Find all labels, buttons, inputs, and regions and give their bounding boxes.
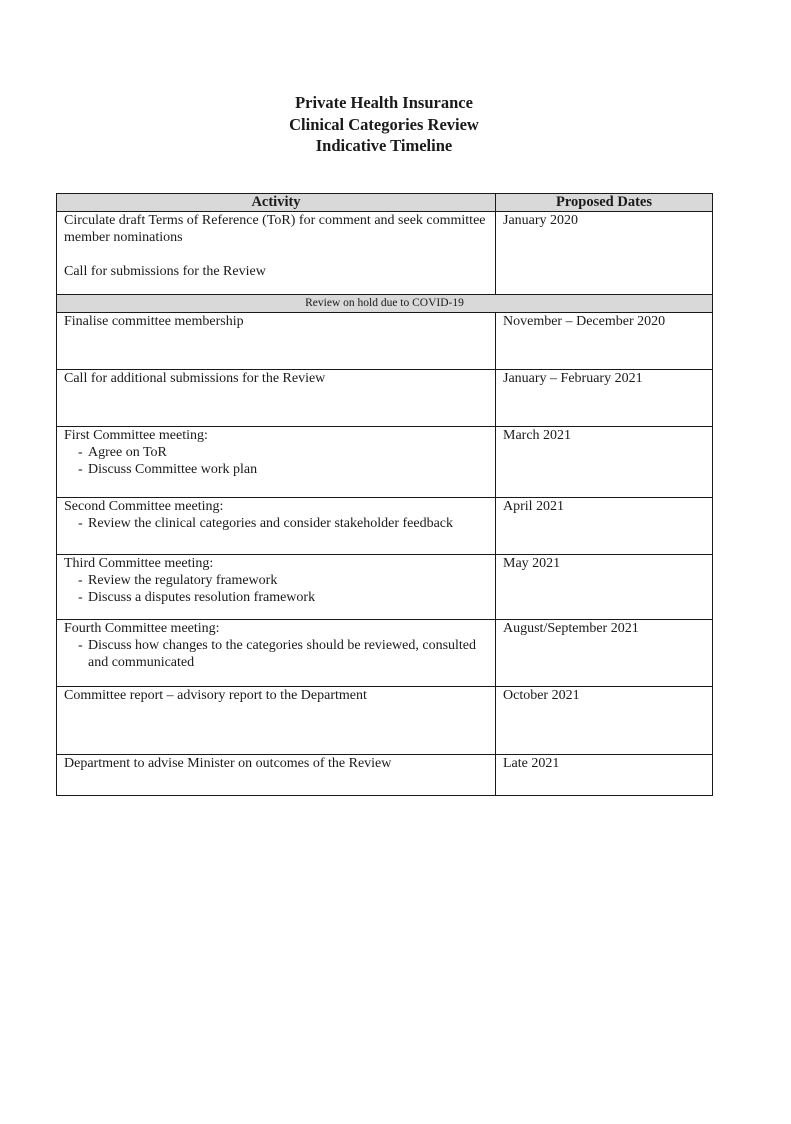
activity-cell (57, 687, 496, 755)
activity-text: Department to advise Minister on outcomes of the Review (64, 756, 392, 771)
table-row (57, 620, 713, 687)
title-line-1: Private Health Insurance (295, 93, 473, 112)
hold-row (57, 295, 713, 313)
activity-cell (57, 498, 496, 555)
activity-text: Call for additional submissions for the Review (64, 371, 326, 386)
activity-cell (57, 313, 496, 370)
activity-text: Third Committee meeting: (64, 556, 214, 571)
list-item: - Discuss a disputes resolution framework (78, 590, 316, 605)
date-cell: May 2021 (496, 555, 713, 620)
table-row (57, 555, 713, 620)
sub-item-text: Agree on ToR (88, 445, 167, 460)
date-cell: April 2021 (496, 498, 713, 555)
header-activity: Activity (57, 194, 496, 212)
date-cell: November – December 2020 (496, 313, 713, 370)
date-cell: January 2020 (496, 212, 713, 295)
date-cell: March 2021 (496, 427, 713, 498)
sub-list (64, 572, 488, 606)
date-cell: August/September 2021 (496, 620, 713, 687)
sub-item-text: Review the clinical categories and consider stakeholder feedback (88, 516, 454, 531)
table-row (57, 755, 713, 796)
list-item: - Discuss how changes to the categories should be reviewed, consulted and communicated (78, 638, 477, 670)
activity-text: Finalise committee membership (64, 314, 244, 329)
activity-cell (57, 620, 496, 687)
activity-cell (57, 370, 496, 427)
date-cell: Late 2021 (496, 755, 713, 796)
header-row (57, 194, 713, 212)
table-row (57, 687, 713, 755)
activity-cell (57, 555, 496, 620)
activity-text: Second Committee meeting: (64, 499, 224, 514)
activity-cell (57, 427, 496, 498)
date-cell: January – February 2021 (496, 370, 713, 427)
list-item: - Discuss Committee work plan (78, 462, 258, 477)
list-item: - Agree on ToR (78, 445, 167, 460)
sub-list (64, 637, 488, 671)
activity-text: Committee report – advisory report to the Department (64, 688, 367, 703)
sub-list (64, 515, 488, 532)
activity-text: First Committee meeting: (64, 428, 208, 443)
sub-item-text: Discuss how changes to the categories should be reviewed, consulted and communicated (88, 638, 477, 670)
table-row (57, 212, 713, 295)
timeline-table (56, 193, 713, 796)
table-row (57, 370, 713, 427)
activity-text: Circulate draft Terms of Reference (ToR) for comment and seek committee member nominations (64, 213, 486, 245)
list-item: - Review the clinical categories and consider stakeholder feedback (78, 516, 454, 531)
title-line-2: Clinical Categories Review (289, 114, 479, 134)
table-row (57, 313, 713, 370)
sub-list (64, 444, 488, 478)
header-proposed-dates: Proposed Dates (496, 194, 713, 212)
activity-text: Call for submissions for the Review (64, 264, 266, 279)
activity-cell (57, 755, 496, 796)
activity-text: Fourth Committee meeting: (64, 621, 220, 636)
title-line-3: Indicative Timeline (315, 136, 453, 155)
document-title (0, 92, 768, 157)
sub-item-text: Discuss a disputes resolution framework (88, 590, 316, 605)
sub-item-text: Discuss Committee work plan (88, 462, 258, 477)
list-item: - Review the regulatory framework (78, 573, 278, 588)
hold-notice: Review on hold due to COVID-19 (57, 295, 713, 313)
table-row (57, 427, 713, 498)
table-row (57, 498, 713, 555)
sub-item-text: Review the regulatory framework (88, 573, 278, 588)
date-cell: October 2021 (496, 687, 713, 755)
activity-cell (57, 212, 496, 295)
